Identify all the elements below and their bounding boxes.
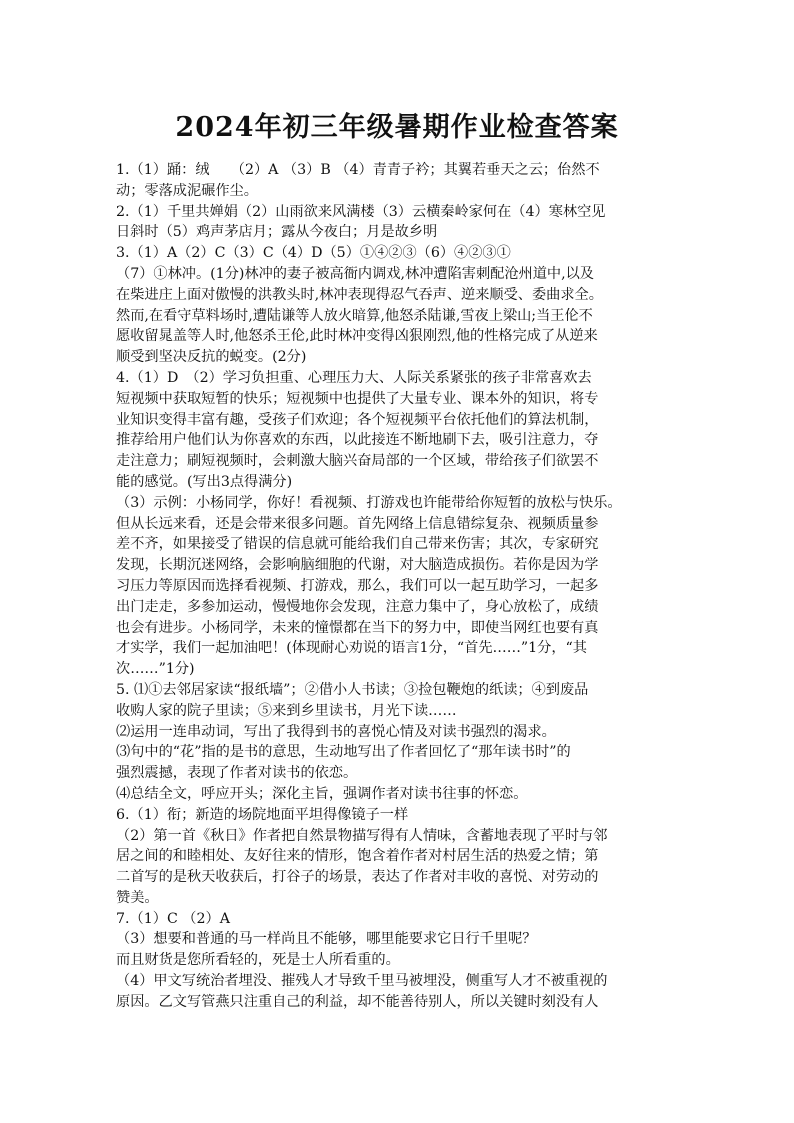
- text-line: 顺受到坚决反抗的蜕变。(2分): [116, 349, 307, 366]
- text-line: 2.（1）千里共婵娟（2）山雨欲来风满楼（3）云横秦岭家何在（4）寒林空见: [116, 203, 606, 220]
- text-line: 发现，长期沉迷网络，会影响脑细胞的代谢，对大脑造成损伤。若你是因为学: [116, 557, 599, 574]
- text-line: 4.（1）D （2）学习负担重、心理压力大、人际关系紧张的孩子非常喜欢去: [116, 369, 592, 386]
- text-line: 出门走走，多参加运动，慢慢地你会发现，注意力集中了，身心放松了，成绩: [116, 598, 599, 615]
- text-line: 愿收留晁盖等人时,他怒杀王伦,此时林冲变得凶狠刚烈,他的性格完成了从逆来: [116, 328, 598, 345]
- text-line: 二首写的是秋天收获后，打谷子的场景，表达了作者对丰收的喜悦、对劳动的: [116, 869, 599, 886]
- text-line: 然而,在看守草料场时,遭陆谦等人放火暗算,他怒杀陆谦,雪夜上梁山;当王伦不: [116, 307, 593, 324]
- text-line: 强烈震撼，表现了作者对读书的依恋。: [116, 765, 358, 782]
- text-line: 能的感觉。(写出3点得满分): [116, 473, 293, 490]
- text-line: 推荐给用户他们认为你喜欢的东西，以此接连不断地刷下去，吸引注意力，夺: [116, 432, 599, 449]
- text-line: （7）①林冲。(1分)林冲的妻子被高衙内调戏,林冲遭陷害刺配沧州道中,以及: [116, 265, 594, 282]
- text-line: 习压力等原因而选择看视频、打游戏，那么，我们可以一起互助学习，一起多: [116, 577, 599, 594]
- text-line: 差不齐，如果接受了错误的信息就可能给我们自己带来伤害；其次，专家研究: [116, 536, 599, 553]
- text-line: 7.（1）C （2）A: [116, 910, 230, 927]
- text-line: 才实学，我们一起加油吧！(体现耐心劝说的语言1分，“首先……”1分，“其: [116, 640, 587, 657]
- text-line: 走注意力；刷短视频时，会刺激大脑兴奋局部的一个区域，带给孩子们欲罢不: [116, 453, 599, 470]
- text-line: 而且财货是您所看轻的，死是士人所看重的。: [116, 952, 400, 969]
- text-line: （2）第一首《秋日》作者把自然景物描写得有人情味，含蓄地表现了平时与邻: [116, 827, 608, 844]
- text-line: 短视频中获取短暂的快乐；短视频中也提供了大量专业、课本外的知识，将专: [116, 390, 599, 407]
- text-line: （3）示例：小杨同学，你好！看视频、打游戏也许能带给你短暂的放松与快乐。: [116, 494, 622, 511]
- text-line: 在柴进庄上面对傲慢的洪教头时,林冲表现得忍气吞声、逆来顺受、委曲求全。: [116, 286, 603, 303]
- text-line: ⑵运用一连串动词，写出了我得到书的喜悦心情及对读书强烈的渴求。: [116, 723, 556, 740]
- text-line: 5. ⑴①去邻居家读“报纸墙”；②借小人书读；③捡包鞭炮的纸读；④到废品: [116, 681, 589, 698]
- text-line: ⑷总结全文，呼应开头；深化主旨，强调作者对读书往事的怀恋。: [116, 785, 528, 802]
- text-line: （4）甲文写统治者埋没、摧残人才导致千里马被埋没，侧重写人才不被重视的: [116, 973, 608, 990]
- answer-text-body: [116, 160, 754, 1013]
- text-line: 业知识变得丰富有趣，受孩子们欢迎；各个短视频平台依托他们的算法机制，: [116, 411, 599, 428]
- text-line: 动；零落成泥碾作尘。: [116, 182, 258, 199]
- text-line: 但从长远来看，还是会带来很多问题。首先网络上信息错综复杂、视频质量参: [116, 515, 599, 532]
- text-line: ⑶句中的“花”指的是书的意思，生动地写出了作者回忆了“那年读书时”的: [116, 744, 571, 761]
- text-line: 居之间的和睦相处、友好往来的情形，饱含着作者对村居生活的热爱之情；第: [116, 848, 599, 865]
- text-line: 次……”1分): [116, 661, 195, 678]
- text-line: 赞美。: [116, 889, 159, 906]
- text-line: 6.（1）衔；新造的场院地面平坦得像镜子一样: [116, 806, 409, 823]
- text-line: 原因。乙文写管燕只注重自己的利益，却不能善待别人，所以关键时刻没有人: [116, 993, 599, 1010]
- text-line: 1.（1）踊：绒 （2）A （3）B （4）青青子衿；其翼若垂天之云；佁然不: [116, 162, 600, 178]
- text-line: 收购人家的院子里读；⑤来到乡里读书，月光下读……: [116, 702, 457, 719]
- page-title: 2024年初三年级暑期作业检查答案: [175, 112, 619, 143]
- text-line: 日斜时（5）鸡声茅店月；露从今夜白；月是故乡明: [116, 224, 438, 241]
- text-line: 3.（1）A（2）C（3）C（4）D（5）①④②③（6）④②③①: [116, 245, 511, 262]
- text-line: 也会有进步。小杨同学，未来的憧憬都在当下的努力中，即使当网红也要有真: [116, 619, 599, 636]
- text-line: （3）想要和普通的马一样尚且不能够，哪里能要求它日行千里呢？: [116, 931, 537, 948]
